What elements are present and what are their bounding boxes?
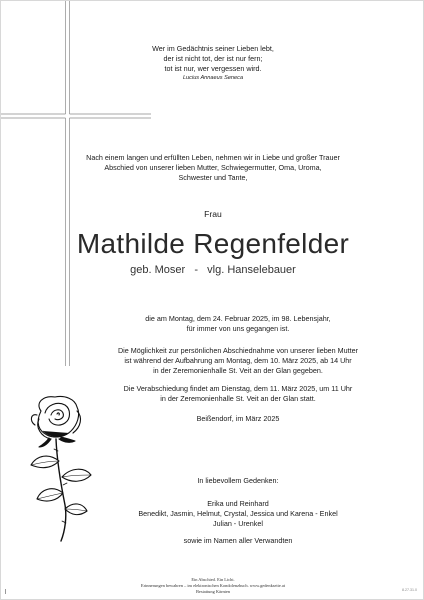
footer-line-1: Ein Abschied. Ein Licht.	[191, 577, 235, 582]
mourners-line-1: Erika und Reinhard	[207, 499, 269, 508]
edge-mark	[5, 589, 6, 594]
viewing-line-2: ist während der Aufbahrung am Montag, dem 10. März 2025, ab 14 Uhr	[124, 356, 352, 365]
remembrance-heading: In liebevollem Gedenken:	[197, 476, 279, 485]
place-date: Beißendorf, im März 2025	[196, 414, 280, 423]
birth-name-line: geb. Moser - vlg. Hanselebauer	[130, 264, 296, 276]
viewing-line-3: in der Zeremonienhalle St. Veit an der Glan gegeben.	[153, 366, 323, 375]
poem-author: Lucius Annaeus Seneca	[182, 75, 244, 81]
salutation: Frau	[204, 209, 222, 219]
intro-line-1: Nach einem langen und erfüllten Leben, nehmen wir in Liebe und großer Trauer	[86, 153, 340, 162]
document-code: 8.27.31.0	[402, 588, 417, 592]
poem-line-3: tot ist nur, wer vergessen wird.	[164, 64, 262, 73]
death-notice-line-2: für immer von uns gegangen ist.	[186, 324, 290, 333]
poem-line-1: Wer im Gedächtnis seiner Lieben lebt,	[152, 44, 274, 53]
poem-line-2: der ist nicht tot, der ist nur fern;	[163, 54, 263, 63]
deceased-name: Mathilde Regenfelder	[76, 228, 350, 259]
relatives-line: sowie im Namen aller Verwandten	[183, 536, 293, 545]
intro-line-3: Schwester und Tante,	[178, 173, 248, 182]
funeral-line-1: Die Verabschiedung findet am Dienstag, dem 11. März 2025, um 11 Uhr	[123, 384, 353, 393]
mourners-line-2: Benedikt, Jasmin, Helmut, Crystal, Jessica und Karena - Enkel	[138, 509, 338, 518]
intro-line-2: Abschied von unserer lieben Mutter, Schwiegermutter, Oma, Uroma,	[104, 163, 322, 172]
mourners-line-3: Julian - Urenkel	[213, 519, 263, 528]
funeral-line-2: in der Zeremonienhalle St. Veit an der Glan statt.	[160, 394, 316, 403]
death-notice-line-1: die am Montag, dem 24. Februar 2025, im 98. Lebensjahr,	[145, 314, 331, 323]
rose-icon	[21, 393, 101, 543]
viewing-line-1: Die Möglichkeit zur persönlichen Abschiednahme von unserer lieben Mutter	[117, 346, 359, 355]
footer-line-3: Bestattung Kärnten	[195, 589, 231, 594]
footer-line-2: Erinnerungen bewahren – im elektronischen Kondolenzbuch. www.gedenkseite.at	[140, 583, 286, 588]
